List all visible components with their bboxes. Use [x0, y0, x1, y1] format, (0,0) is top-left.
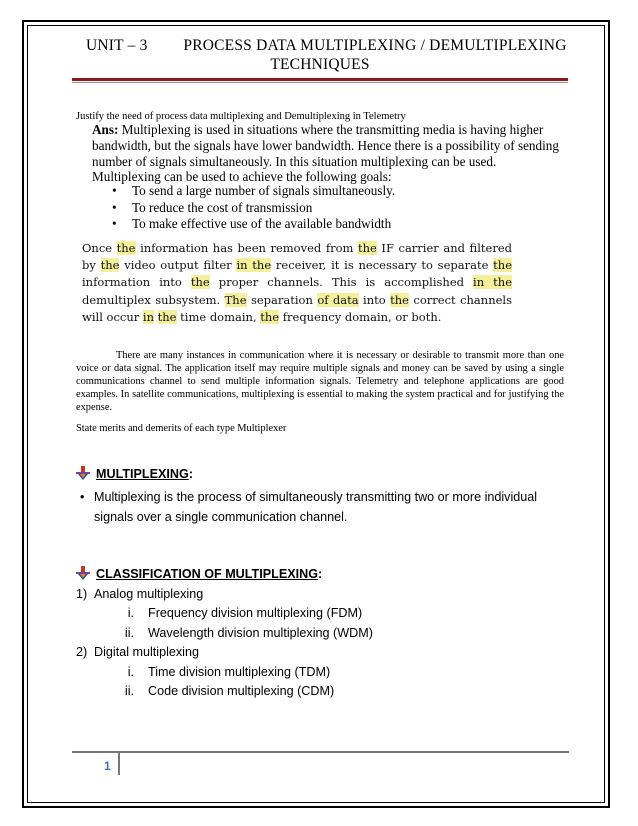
section-heading-classification: CLASSIFICATION OF MULTIPLEXING:: [76, 566, 322, 582]
header-divider: [72, 78, 568, 81]
header-title-line1: PROCESS DATA MULTIPLEXING / DEMULTIPLEXING: [183, 37, 567, 54]
highlighted-excerpt: Once the information has been removed from the IF carrier and filtered by the video output filter in the receiver, it is necessary to separate the information into the proper channels. This is accomplished in the demultiplex subsystem. The separation of data into the correct channels will occur in the time domain, the frequency domain, or both.: [82, 241, 513, 324]
page-header: [60, 36, 580, 74]
arrow-down-icon: [76, 466, 90, 480]
multiplexing-definition: [76, 488, 566, 527]
highlight: the: [116, 241, 136, 255]
list-item: 1) Analog multiplexing: [76, 587, 204, 601]
question-1: Justify the need of process data multiplexing and Demultiplexing in Telemetry: [76, 111, 406, 122]
paragraph-text: There are many instances in communication where it is necessary or desirable to transmit more than one voice or data signal. The application itself may require multiple signals and money can be saved by using a single communications channel to send multiple information signals. Telemetry and telephone applications are good examples. In satellite communications, multiplexing is essential to making the system practical and for justifying the expense.: [76, 350, 564, 414]
heading-text: MULTIPLEXING: [96, 467, 189, 481]
footer-separator: [118, 752, 120, 775]
highlight: in: [142, 309, 154, 324]
bullet: •: [80, 490, 85, 504]
list-item: • To send a large number of signals simultaneously.: [92, 183, 562, 200]
highlight: in the: [236, 258, 272, 273]
definition-text: Multiplexing is the process of simultaneously transmitting two or more individual signals over a single communication channel.: [94, 490, 538, 524]
page-number: 1: [104, 759, 111, 773]
question-2: State merits and demerits of each type Multiplexer: [76, 423, 287, 434]
header-title-line2: TECHNIQUES: [270, 56, 370, 73]
goals-list: [92, 183, 562, 233]
highlight: the: [260, 309, 280, 324]
section-heading-multiplexing: MULTIPLEXING:: [76, 466, 193, 482]
highlight: the: [190, 275, 210, 290]
list-item: i. Frequency division multiplexing (FDM): [127, 606, 363, 621]
highlight: of data: [317, 292, 359, 307]
list-item: • To reduce the cost of transmission: [92, 200, 562, 217]
unit-label: UNIT – 3: [86, 37, 148, 54]
highlight: the: [358, 241, 377, 255]
list-item: i. Time division multiplexing (TDM): [127, 664, 331, 679]
communication-paragraph: [76, 349, 564, 414]
highlight: the: [390, 292, 409, 307]
classification-list: [76, 585, 566, 701]
header-divider-thin: [72, 82, 568, 83]
highlight: in the: [473, 275, 512, 290]
list-item: ii. Code division multiplexing (CDM): [124, 683, 335, 698]
highlight: the: [493, 258, 513, 273]
heading-text: CLASSIFICATION OF MULTIPLEXING: [96, 567, 319, 581]
highlight: the: [157, 309, 177, 324]
answer-text: Multiplexing is used in situations where the transmitting media is having higher bandwidth, but the signals have lower bandwidth. Hence there is a possibility of sending number of signals simultaneously. In this situation multiplexing can be used. Multiplexing can be used to achieve the following goals:: [92, 122, 559, 185]
highlight: the: [100, 258, 120, 273]
highlight: The: [224, 292, 247, 307]
list-item: 2) Digital multiplexing: [76, 645, 199, 660]
answer-paragraph: [92, 122, 562, 185]
arrow-down-icon: [76, 566, 90, 580]
list-item: ii. Wavelength division multiplexing (WDM): [124, 625, 373, 640]
list-item: • To make effective use of the available bandwidth: [92, 216, 562, 233]
footer-divider: [72, 751, 569, 753]
answer-label: Ans:: [92, 122, 119, 137]
